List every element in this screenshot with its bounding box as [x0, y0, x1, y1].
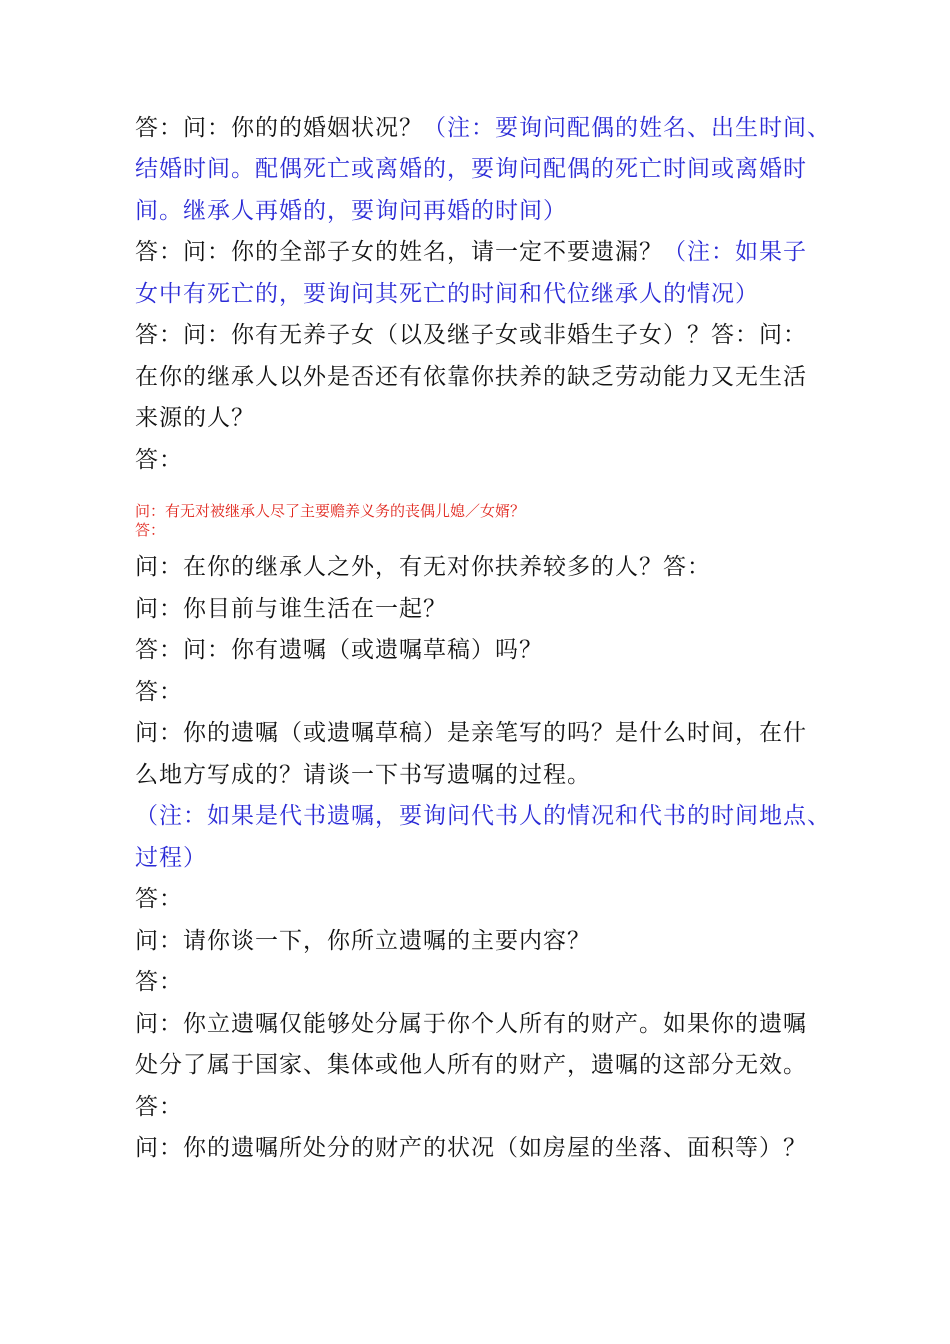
text-line-handwritten-2: 么地方写成的？请谈一下书写遗嘱的过程。 [135, 762, 591, 788]
answer-line-4: 答： [135, 969, 183, 995]
answer-line-1: 答： [135, 447, 183, 473]
text-line-will-content: 问：请你谈一下，你所立遗嘱的主要内容？ [135, 928, 591, 954]
question-children: 答：问：你的全部子女的姓名，请一定不要遗漏？ [135, 239, 663, 265]
text-line-marriage [135, 113, 831, 143]
note-children: （注：如果子 [663, 239, 807, 265]
answer-line-2: 答： [135, 679, 183, 705]
text-line-children [135, 237, 807, 267]
answer-line-3: 答： [135, 886, 183, 912]
text-line-has-will: 答：问：你有遗嘱（或遗嘱草稿）吗？ [135, 637, 543, 663]
red-answer-widowed: 答： [135, 521, 166, 539]
text-line-supporters: 问：在你的继承人之外，有无对你扶养较多的人？答： [135, 554, 711, 580]
note-marriage-cont-1: 结婚时间。配偶死亡或离婚的，要询问配偶的死亡时间或离婚时 [135, 156, 807, 182]
text-line-adopted: 答：问：你有无养子女（以及继子女或非婚生子女）？答：问： [135, 322, 807, 348]
note-marriage-cont-2: 间。继承人再婚的，要询问再婚的时间） [135, 198, 567, 224]
text-line-property-2: 处分了属于国家、集体或他人所有的财产，遗嘱的这部分无效。 [135, 1052, 807, 1078]
text-line-property-status: 问：你的遗嘱所处分的财产的状况（如房屋的坐落、面积等）？ [135, 1135, 807, 1161]
note-marriage: （注：要询问配偶的姓名、出生时间、 [423, 115, 831, 141]
red-question-widowed: 问：有无对被继承人尽了主要赡养义务的丧偶儿媳／女婿？ [135, 502, 526, 520]
answer-line-5: 答： [135, 1094, 183, 1120]
note-proxy-will-1: （注：如果是代书遗嘱，要询问代书人的情况和代书的时间地点、 [135, 803, 831, 829]
note-children-cont: 女中有死亡的，要询问其死亡的时间和代位继承人的情况） [135, 281, 759, 307]
text-line-dependents-2: 来源的人？ [135, 405, 255, 431]
text-line-property-1: 问：你立遗嘱仅能够处分属于你个人所有的财产。如果你的遗嘱 [135, 1011, 807, 1037]
text-line-dependents-1: 在你的继承人以外是否还有依靠你扶养的缺乏劳动能力又无生活 [135, 364, 807, 390]
note-proxy-will-2: 过程） [135, 845, 207, 871]
text-line-handwritten-1: 问：你的遗嘱（或遗嘱草稿）是亲笔写的吗？是什么时间，在什 [135, 720, 807, 746]
text-line-living-with: 问：你目前与谁生活在一起？ [135, 596, 447, 622]
question-marriage: 答：问：你的的婚姻状况？ [135, 115, 423, 141]
